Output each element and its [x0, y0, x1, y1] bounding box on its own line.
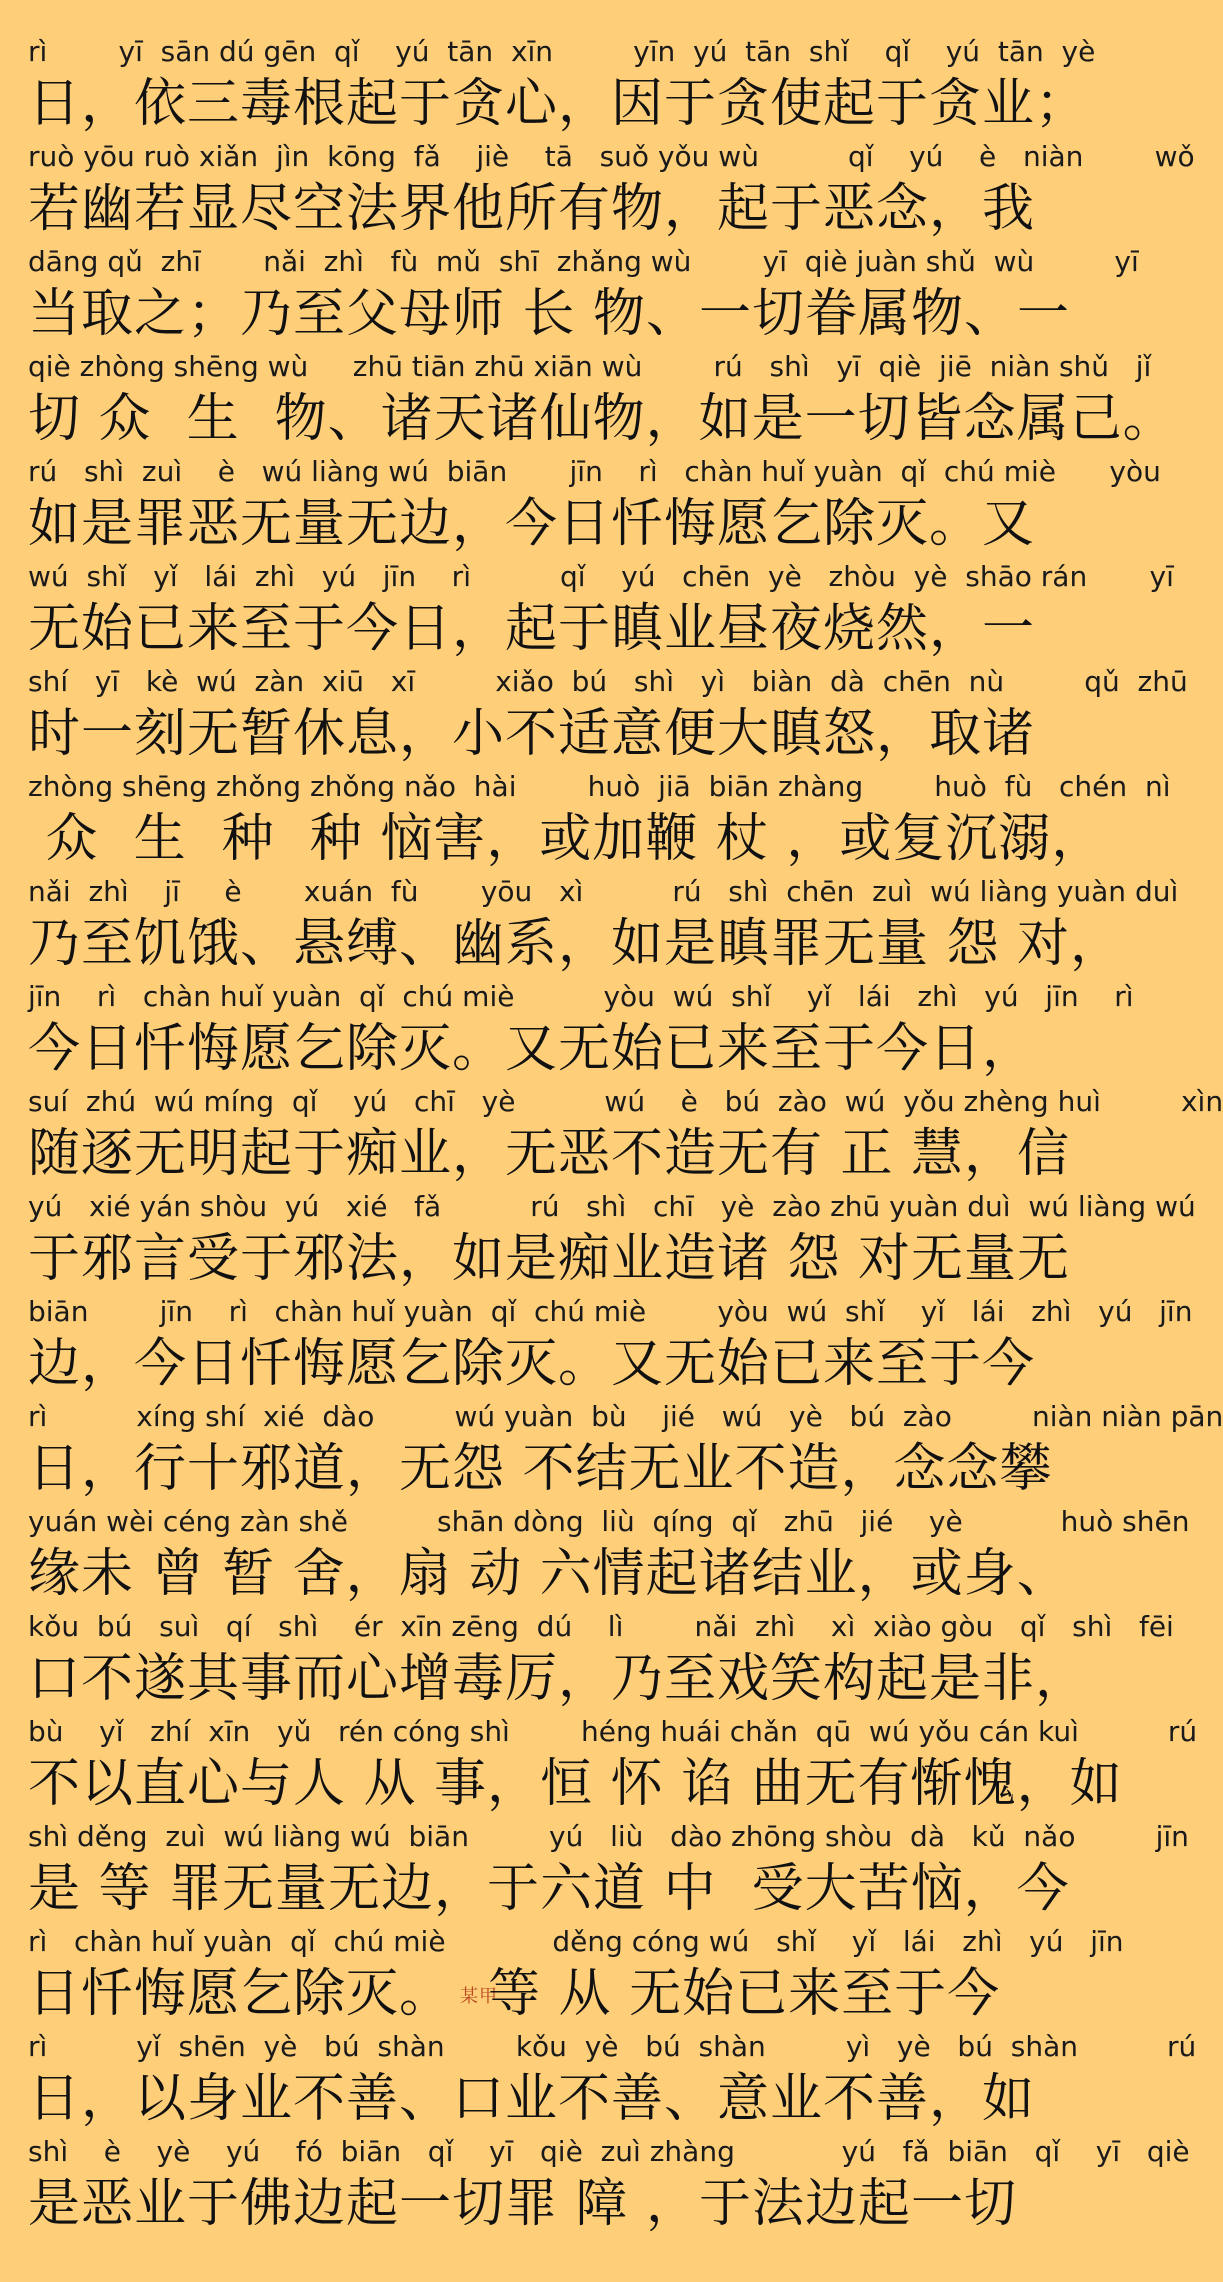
hanzi-line: 于邪言受于邪法，如是痴业造诸 怨 对无量无: [28, 1229, 1071, 1289]
text-line: [28, 452, 1161, 557]
hanzi-line: [28, 1962, 1056, 2026]
pinyin-line: yú xié yán shòu yú xié fǎ rú shì chī yè zào zhū yuàn duì wú liàng wú: [28, 1190, 1196, 1223]
hanzi-line: 今日忏悔愿乞除灭。又无始已来至于今日，: [28, 1019, 1036, 1079]
pinyin-line: rì xíng shí xié dào wú yuàn bù jié wú yè bú zào niàn niàn pān: [28, 1400, 1223, 1433]
hanzi-line: 时一刻无暂休息，小不适意便大瞋怒，取诸: [28, 704, 1036, 764]
pinyin-line: dāng qǔ zhī nǎi zhì fù mǔ shī zhǎng wù yī qiè juàn shǔ wù yī: [28, 245, 1139, 278]
pinyin-line: yuán wèi céng zàn shě shān dòng liù qíng qǐ zhū jié yè huò shēn: [28, 1505, 1190, 1538]
pinyin-line: rì chàn huǐ yuàn qǐ chú miè děng cóng wú shǐ yǐ lái zhì yú jīn: [28, 1925, 1124, 1958]
pinyin-line: kǒu bú suì qí shì ér xīn zēng dú lì nǎi zhì xì xiào gòu qǐ shì fēi: [28, 1610, 1174, 1643]
hanzi-line: 日，依三毒根起于贪心，因于贪使起于贪业；: [28, 74, 1089, 134]
text-line: [28, 1187, 1196, 1292]
text-line: [28, 32, 1096, 137]
hanzi-line: 众 生 种 种 恼害，或加鞭 杖 ，或复沉溺，: [28, 809, 1105, 869]
hanzi-line: 边，今日忏悔愿乞除灭。又无始已来至于今: [28, 1334, 1036, 1394]
hanzi-line: 不以直心与人 从 事，恒 怀 谄 曲无有惭愧，如: [28, 1754, 1123, 1814]
text-line: [28, 1817, 1189, 1922]
hanzi-line: 当取之；乃至父母师 长 物、一切眷属物、一: [28, 284, 1071, 344]
text-line: [28, 1712, 1198, 1817]
text-line: [28, 1607, 1174, 1712]
hanzi-line: 若幽若显尽空法界他所有物，起于恶念，我: [28, 179, 1036, 239]
pinyin-line: zhòng shēng zhǒng zhǒng nǎo hài huò jiā biān zhàng huò fù chén nì: [28, 770, 1171, 803]
hanzi-line: 口不遂其事而心增毒厉，乃至戏笑构起是非，: [28, 1649, 1089, 1709]
pinyin-line: bù yǐ zhí xīn yǔ rén cóng shì héng huái chǎn qū wú yǒu cán kuì rú: [28, 1715, 1198, 1748]
text-line: [28, 1922, 1124, 2027]
hanzi-segment: 等 从 无始已来至于今: [488, 1964, 1001, 2024]
pinyin-line: qiè zhòng shēng wù zhū tiān zhū xiān wù rú shì yī qiè jiē niàn shǔ jǐ: [28, 350, 1152, 383]
pinyin-line: rì yǐ shēn yè bú shàn kǒu yè bú shàn yì yè bú shàn rú: [28, 2030, 1197, 2063]
pinyin-line: shì è yè yú fó biān qǐ yī qiè zuì zhàng yú fǎ biān qǐ yī qiè: [28, 2135, 1190, 2168]
text-line: [28, 977, 1134, 1082]
text-line: [28, 557, 1174, 662]
hanzi-line: 随逐无明起于痴业，无恶不造无有 正 慧，信: [28, 1124, 1071, 1184]
pinyin-line: shì děng zuì wú liàng wú biān yú liù dào zhōng shòu dà kǔ nǎo jīn: [28, 1820, 1189, 1853]
text-line: [28, 1292, 1193, 1397]
text-line: [28, 767, 1171, 872]
hanzi-line: 缘未 曾 暂 舍，扇 动 六情起诸结业，或身、: [28, 1544, 1070, 1604]
pinyin-line: wú shǐ yǐ lái zhì yú jīn rì qǐ yú chēn yè zhòu yè shāo rán yī: [28, 560, 1174, 593]
pinyin-line: biān jīn rì chàn huǐ yuàn qǐ chú miè yòu wú shǐ yǐ lái zhì yú jīn: [28, 1295, 1193, 1328]
text-line: [28, 242, 1139, 347]
name-placeholder-note: 某甲: [460, 1986, 499, 2007]
text-line: [28, 347, 1176, 452]
pinyin-line: suí zhú wú míng qǐ yú chī yè wú è bú zào wú yǒu zhèng huì xìn: [28, 1085, 1223, 1118]
text-line: [28, 1502, 1190, 1607]
pinyin-line: rì yī sān dú gēn qǐ yú tān xīn yīn yú tān shǐ qǐ yú tān yè: [28, 35, 1096, 68]
text-line: [28, 1397, 1223, 1502]
hanzi-line: 如是罪恶无量无边，今日忏悔愿乞除灭。又: [28, 494, 1036, 554]
hanzi-line: 乃至饥饿、悬缚、幽系，如是瞋罪无量 怨 对，: [28, 914, 1124, 974]
hanzi-line: 是 等 罪无量无边，于六道 中 受大苦恼，今: [28, 1859, 1070, 1919]
pinyin-line: ruò yōu ruò xiǎn jìn kōng fǎ jiè tā suǒ yǒu wù qǐ yú è niàn wǒ: [28, 140, 1195, 173]
text-line: [28, 1082, 1223, 1187]
text-line: [28, 137, 1195, 242]
pinyin-line: rú shì zuì è wú liàng wú biān jīn rì chàn huǐ yuàn qǐ chú miè yòu: [28, 455, 1161, 488]
hanzi-line: 日，行十邪道，无怨 不结无业不造，念念攀: [28, 1439, 1053, 1499]
text-line: [28, 2027, 1197, 2132]
pinyin-line: shí yī kè wú zàn xiū xī xiǎo bú shì yì biàn dà chēn nù qǔ zhū: [28, 665, 1188, 698]
hanzi-line: 是恶业于佛边起一切罪 障 ，于法边起一切: [28, 2174, 1018, 2234]
hanzi-segment: 日忏悔愿乞除灭。: [28, 1964, 453, 2024]
text-line: [28, 2132, 1190, 2237]
text-line: [28, 872, 1179, 977]
pinyin-line: nǎi zhì jī è xuán fù yōu xì rú shì chēn zuì wú liàng yuàn duì: [28, 875, 1179, 908]
hanzi-line: 无始已来至于今日，起于瞋业昼夜烧然，一: [28, 599, 1036, 659]
text-line: [28, 662, 1188, 767]
hanzi-line: 日，以身业不善、口业不善、意业不善，如: [28, 2069, 1036, 2129]
hanzi-line: 切 众 生 物、诸天诸仙物，如是一切皆念属己。: [28, 389, 1176, 449]
pinyin-line: jīn rì chàn huǐ yuàn qǐ chú miè yòu wú shǐ yǐ lái zhì yú jīn rì: [28, 980, 1134, 1013]
